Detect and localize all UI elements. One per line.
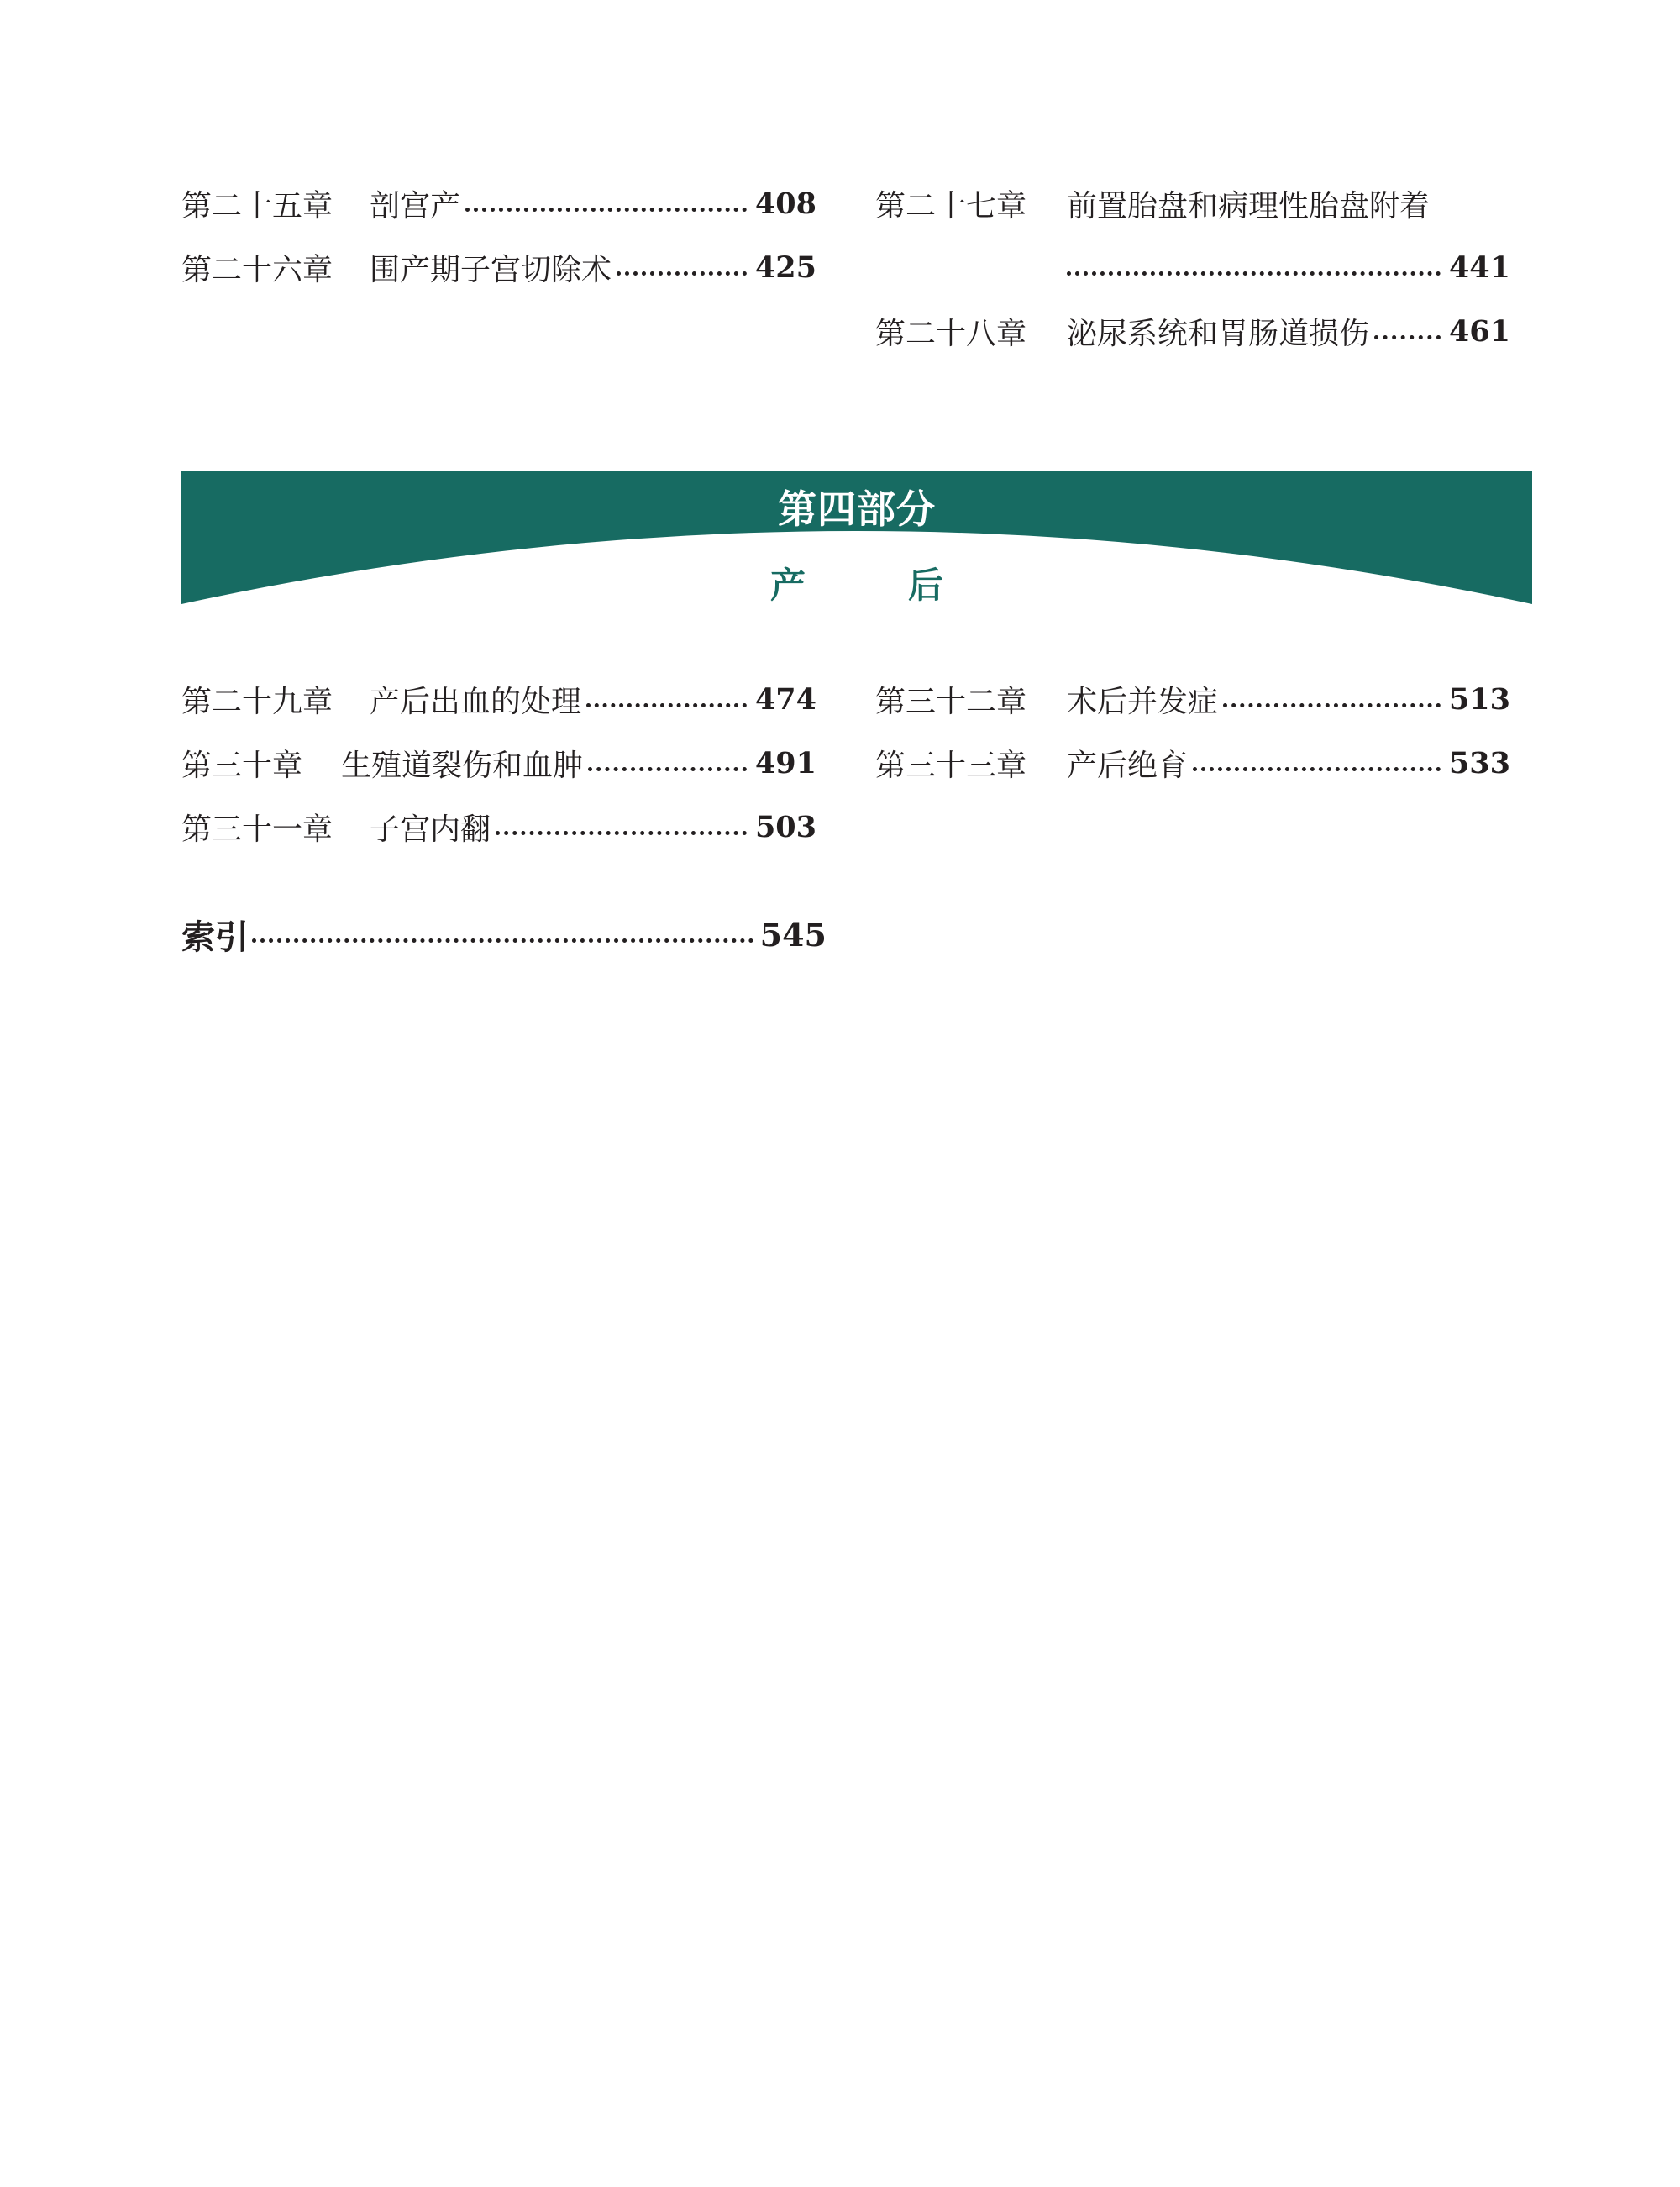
chapter-number: 第二十五章 <box>181 188 333 223</box>
chapter-number: 第二十七章 <box>875 188 1027 223</box>
toc-entry-index[interactable] <box>181 904 827 965</box>
chapter-title: 生殖道裂伤和血肿 <box>341 748 584 783</box>
part-title: 第四部分 <box>778 486 936 532</box>
page-number: 425 <box>754 250 816 285</box>
part-banner <box>181 471 1532 605</box>
page-number: 441 <box>1448 250 1510 285</box>
page-number: 503 <box>754 809 816 844</box>
dot-leader <box>1067 271 1441 276</box>
toc-entry-ch32[interactable] <box>875 672 1510 726</box>
toc-entry-ch33[interactable] <box>875 736 1510 790</box>
chapter-number: 第二十九章 <box>181 684 333 719</box>
page-number: 461 <box>1448 313 1510 349</box>
page-number: 545 <box>759 915 827 954</box>
dot-leader <box>1374 335 1441 339</box>
chapter-title: 产后出血的处理 <box>370 684 582 719</box>
dot-leader <box>1193 767 1441 771</box>
toc-entry-ch27-page-line <box>1067 240 1510 294</box>
chapter-number: 第二十八章 <box>875 316 1027 351</box>
chapter-title: 剖宫产 <box>370 188 461 223</box>
toc-entry-ch25[interactable] <box>181 176 816 230</box>
toc-entry-ch29[interactable] <box>181 672 816 726</box>
page-number: 533 <box>1448 745 1510 781</box>
toc-entry-ch27-title-line <box>875 176 1510 230</box>
chapter-title: 泌尿系统和胃肠道损伤 <box>1067 316 1370 351</box>
dot-leader <box>1223 703 1441 707</box>
dot-leader <box>465 208 747 212</box>
page-number: 474 <box>754 681 816 717</box>
toc-entry-ch28[interactable] <box>875 304 1510 358</box>
chapter-title: 前置胎盘和病理性胎盘附着 <box>1067 188 1431 223</box>
part-subtitle: 产 后 <box>769 565 977 606</box>
chapter-number: 第三十章 <box>181 748 303 783</box>
chapter-number: 第三十二章 <box>875 684 1027 719</box>
page-number: 491 <box>754 745 816 781</box>
chapter-number: 第二十六章 <box>181 252 333 287</box>
chapter-title: 围产期子宫切除术 <box>370 252 612 287</box>
chapter-title: 术后并发症 <box>1067 684 1219 719</box>
index-title: 索引 <box>181 917 249 957</box>
page-number: 513 <box>1448 681 1510 717</box>
chapter-title: 子宫内翻 <box>370 812 491 847</box>
toc-entry-ch31[interactable] <box>181 800 816 854</box>
chapter-number: 第三十三章 <box>875 748 1027 783</box>
dot-leader <box>496 831 747 835</box>
toc-entry-ch30[interactable] <box>181 736 816 790</box>
dot-leader <box>586 703 747 707</box>
dot-leader <box>588 767 747 771</box>
toc-entry-ch26[interactable] <box>181 240 816 294</box>
page-number: 408 <box>754 186 816 221</box>
dot-leader <box>252 938 753 943</box>
chapter-number: 第三十一章 <box>181 812 333 847</box>
dot-leader <box>617 271 747 276</box>
chapter-title: 产后绝育 <box>1067 748 1189 783</box>
